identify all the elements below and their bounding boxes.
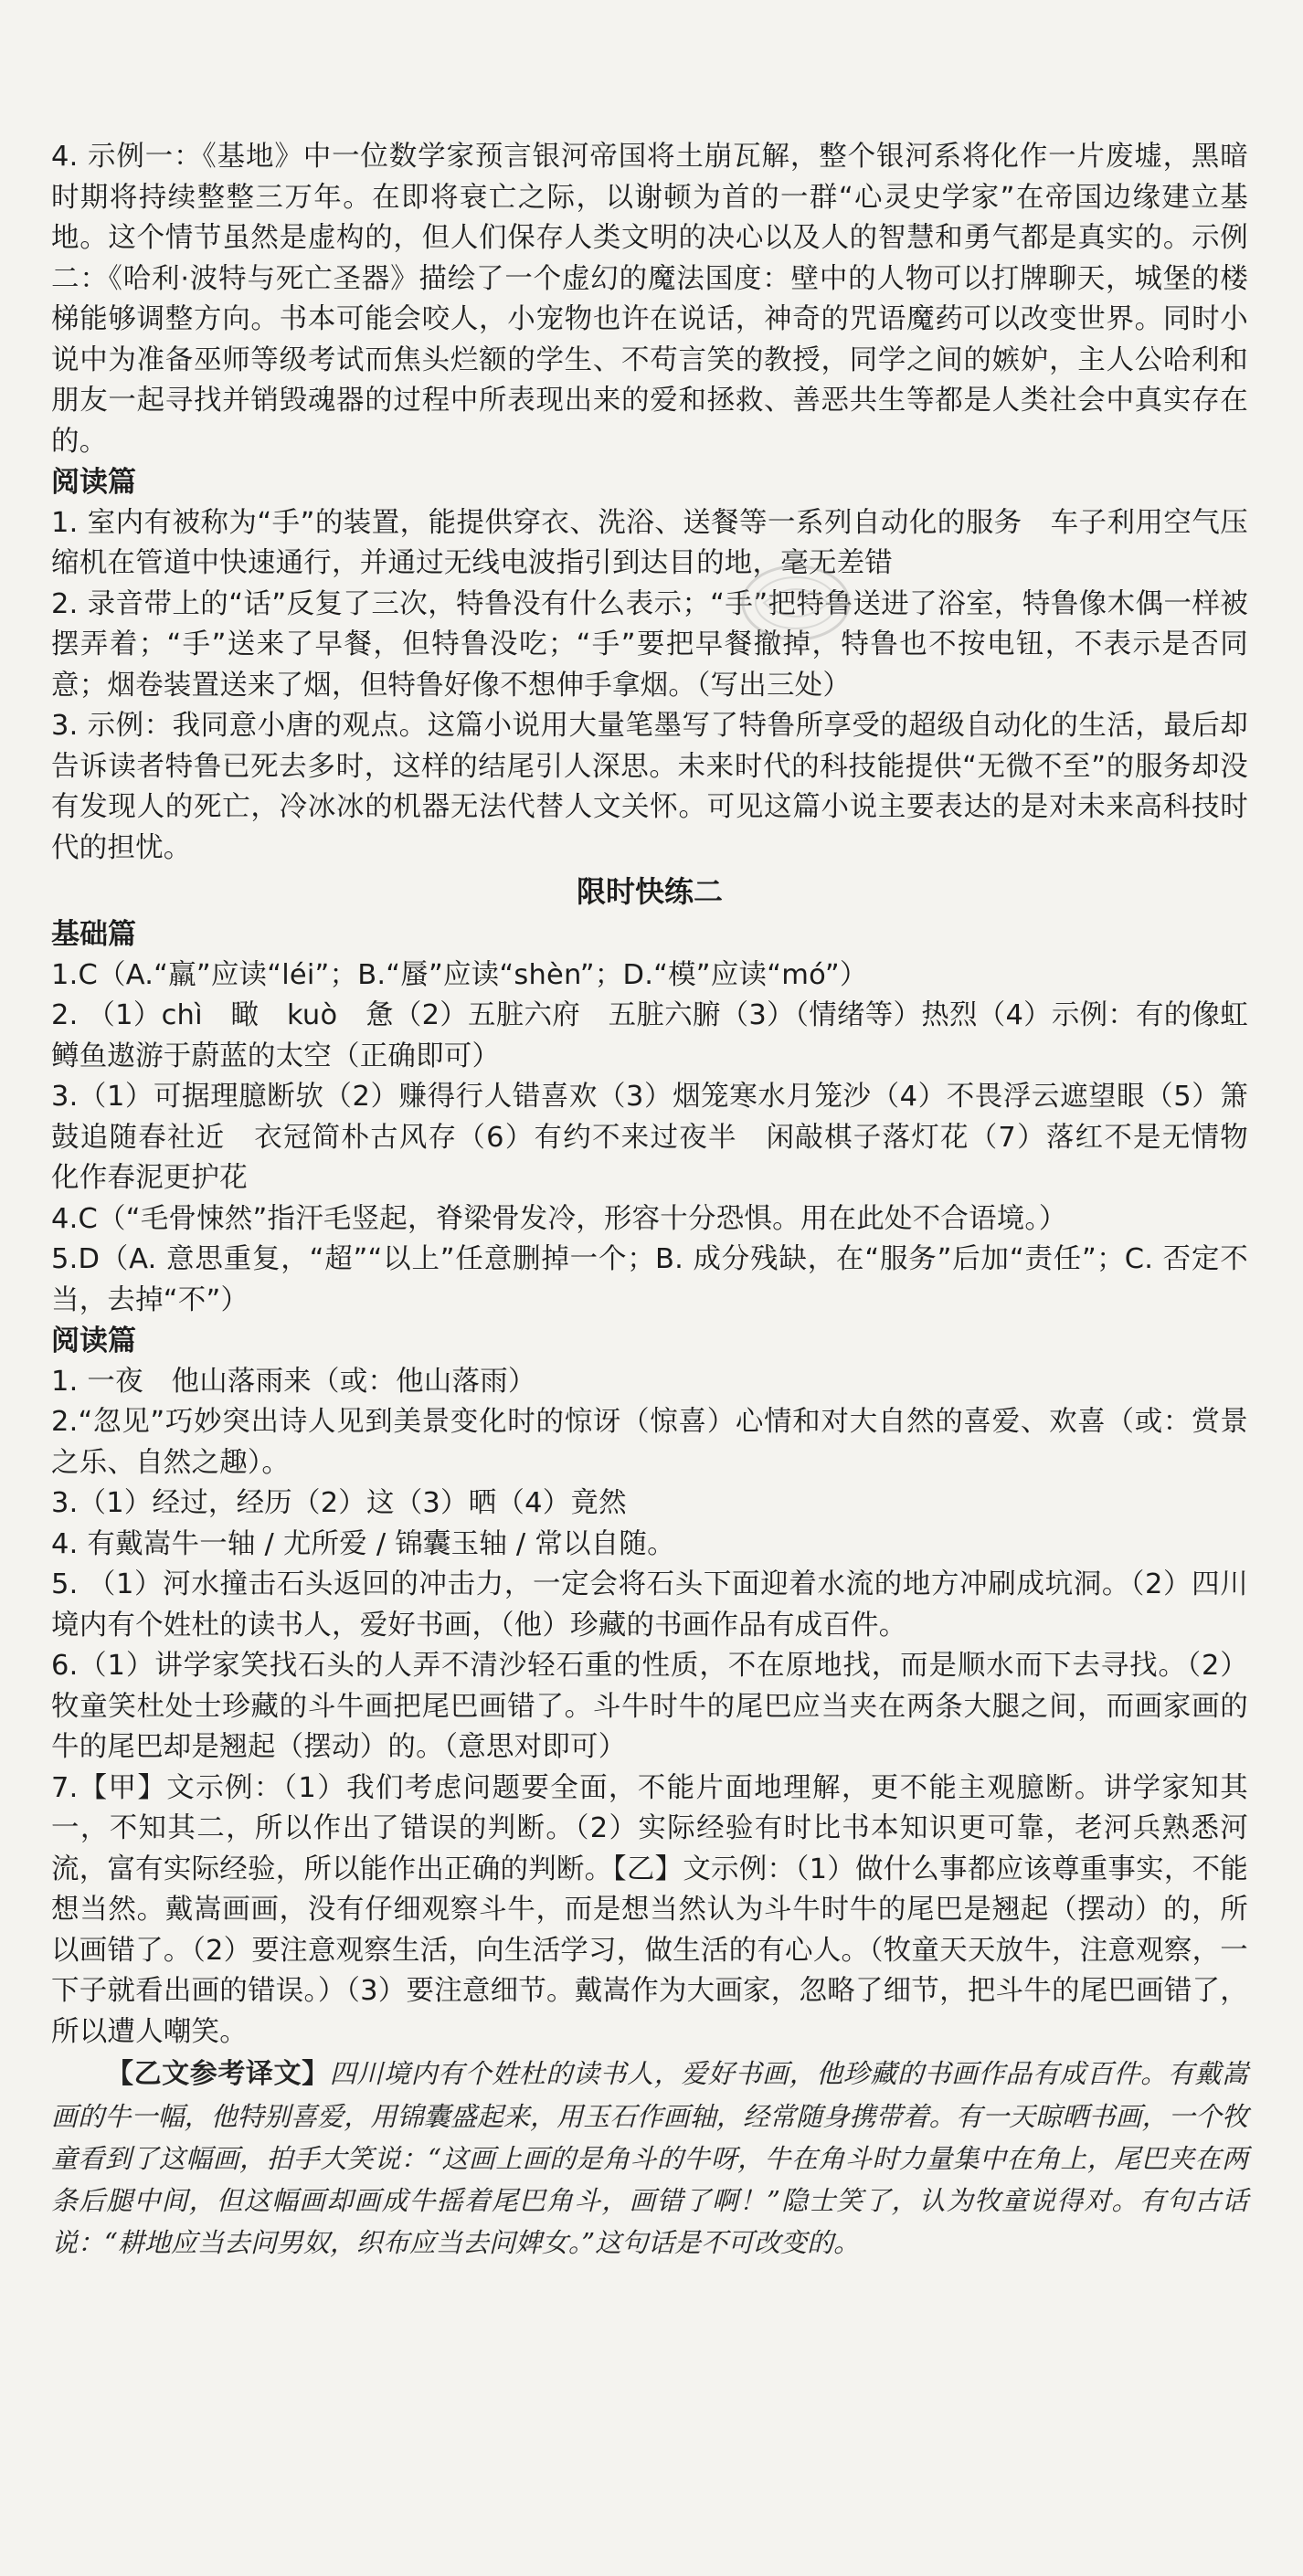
section-title: 限时快练二	[576, 874, 723, 909]
answer-item: 5. （1）河水撞击石头返回的冲击力，一定会将石头下面迎着水流的地方冲刷成坑洞。（2）四川境内有个姓杜的读书人，爱好书画，（他）珍藏的书画作品有成百件。	[51, 1568, 1248, 1642]
section-heading: 阅读篇	[51, 1325, 136, 1357]
answer-item: 4. 有戴嵩牛一轴 / 尤所爱 / 锦囊玉轴 / 常以自随。	[51, 1527, 675, 1560]
answer-item: 7.【甲】文示例：（1）我们考虑问题要全面，不能片面地理解，更不能主观臆断。讲学家知其一，不知其二，所以作出了错误的判断。（2）实际经验有时比书本知识更可靠，老河兵熟悉河流，富有实际经验，所以能作出正确的判断。【乙】文示例：（1）做什么事都应该尊重事实，不能想当然。戴嵩画画，没有仔细观察斗牛，而是想当然认为斗牛时牛的尾巴是翘起（摆动）的，所以画错了。（2）要注意观察生活，向生活学习，做生活的有心人。（牧童天天放牛，注意观察，一下子就看出画的错误。）（3）要注意细节。戴嵩作为大画家，忽略了细节，把斗牛的尾巴画错了，所以遭人嘲笑。	[51, 1771, 1248, 2048]
answer-item: 1. 一夜 他山落雨来（或：他山落雨）	[51, 1365, 536, 1398]
answer-item: 1.C（A.“羸”应读“léi”；B.“蜃”应读“shèn”；D.“模”应读“mó”）	[51, 958, 868, 991]
answer-item: 5.D（A. 意思重复，“超”“以上”任意删掉一个；B. 成分残缺，在“服务”后加“责任”；C. 否定不当，去掉“不”）	[51, 1243, 1248, 1316]
answer-item: 2. 录音带上的“话”反复了三次，特鲁没有什么表示；“手”把特鲁送进了浴室，特鲁像木偶一样被摆弄着；“手”送来了早餐，但特鲁没吃；“手”要把早餐撤掉，特鲁也不按电钮，不表示是否同意；烟卷装置送来了烟，但特鲁好像不想伸手拿烟。（写出三处）	[51, 587, 1248, 702]
section-basics	[51, 914, 1277, 1321]
watermark-stamp-icon	[736, 557, 855, 649]
translation-paragraph	[51, 2053, 1248, 2264]
answer-item: 2.“忽见”巧妙突出诗人见到美景变化时的惊讶（惊喜）心情和对大自然的喜爱、欢喜（或：赏景之乐、自然之趣）。	[51, 1406, 1248, 1479]
answer-item: 4.C（“毛骨悚然”指汗毛竖起，脊梁骨发冷，形容十分恐惧。用在此处不合语境。）	[51, 1202, 1067, 1235]
translation-tag: 【乙文参考译文】	[106, 2058, 330, 2090]
answer-item: 3.（1）经过，经历（2）这（3）晒（4）竟然	[51, 1487, 627, 1519]
answer-item: 2. （1）chì 瞰 kuò 惫（2）五脏六府 五脏六腑（3）（情绪等）热烈（4）示例：有的像虹鳟鱼遨游于蔚蓝的太空（正确即可）	[51, 999, 1248, 1072]
answer-item: 3. 示例：我同意小唐的观点。这篇小说用大量笔墨写了特鲁所享受的超级自动化的生活，最后却告诉读者特鲁已死去多时，这样的结尾引人深思。未来时代的科技能提供“无微不至”的服务却没有发现人的死亡，冷冰冰的机器无法代替人文关怀。可见这篇小说主要表达的是对未来高科技时代的担忧。	[51, 710, 1248, 864]
answer-item: 1. 室内有被称为“手”的装置，能提供穿衣、洗浴、送餐等一系列自动化的服务 车子利用空气压缩机在管道中快速通行，并通过无线电波指引到达目的地，毫无差错	[51, 506, 1248, 579]
answer-item: 6.（1）讲学家笑找石头的人弄不清沙轻石重的性质，不在原地找，而是顺水而下去寻找。（2）牧童笑杜处士珍藏的斗牛画把尾巴画错了。斗牛时牛的尾巴应当夹在两条大腿之间，而画家画的牛的尾巴却是翘起（摆动）的。（意思对即可）	[51, 1650, 1248, 1763]
section-heading: 阅读篇	[51, 466, 136, 499]
answer-item: 3.（1）可据理臆断欤（2）赚得行人错喜欢（3）烟笼寒水月笼沙（4）不畏浮云遮望眼（5）箫鼓追随春社近 衣冠简朴古风存（6）有约不来过夜半 闲敲棋子落灯花（7）落红不是无情物 化作春泥更护花	[51, 1081, 1277, 1194]
section-reading-1	[51, 462, 1248, 869]
answer-paragraph: 4. 示例一：《基地》中一位数学家预言银河帝国将土崩瓦解，整个银河系将化作一片废墟，黑暗时期将持续整整三万年。在即将衰亡之际，以谢顿为首的一群“心灵史学家”在帝国边缘建立基地。这个情节虽然是虚构的，但人们保存人类文明的决心以及人的智慧和勇气都是真实的。示例二：《哈利·波特与死亡圣器》描绘了一个虚幻的魔法国度：壁中的人物可以打牌聊天，城堡的楼梯能够调整方向。书本可能会咬人，小宠物也许在说话，神奇的咒语魔药可以改变世界。同时小说中为准备巫师等级考试而焦头烂额的学生、不苟言笑的教授，同学之间的嫉妒，主人公哈利和朋友一起寻找并销毁魂器的过程中所表现出来的爱和拯救、善恶共生等都是人类社会中真实存在的。	[51, 141, 1248, 458]
section-heading: 基础篇	[51, 918, 136, 951]
section-reading-2	[51, 1321, 1248, 2053]
translation-text: 四川境内有个姓杜的读书人，爱好书画，他珍藏的书画作品有成百件。有戴嵩画的牛一幅，他特别喜爱，用锦囊盛起来，用玉石作画轴，经常随身携带着。有一天晾晒书画，一个牧童看到了这幅画，拍手大笑说：“这画上画的是角斗的牛呀，牛在角斗时力量集中在角上，尾巴夹在两条后腿中间，但这幅画却画成牛摇着尾巴角斗，画错了啊！”隐士笑了，认为牧童说得对。有句古话说：“耕地应当去问男奴，织布应当去问婢女。”这句话是不可改变的。	[51, 2058, 1248, 2258]
